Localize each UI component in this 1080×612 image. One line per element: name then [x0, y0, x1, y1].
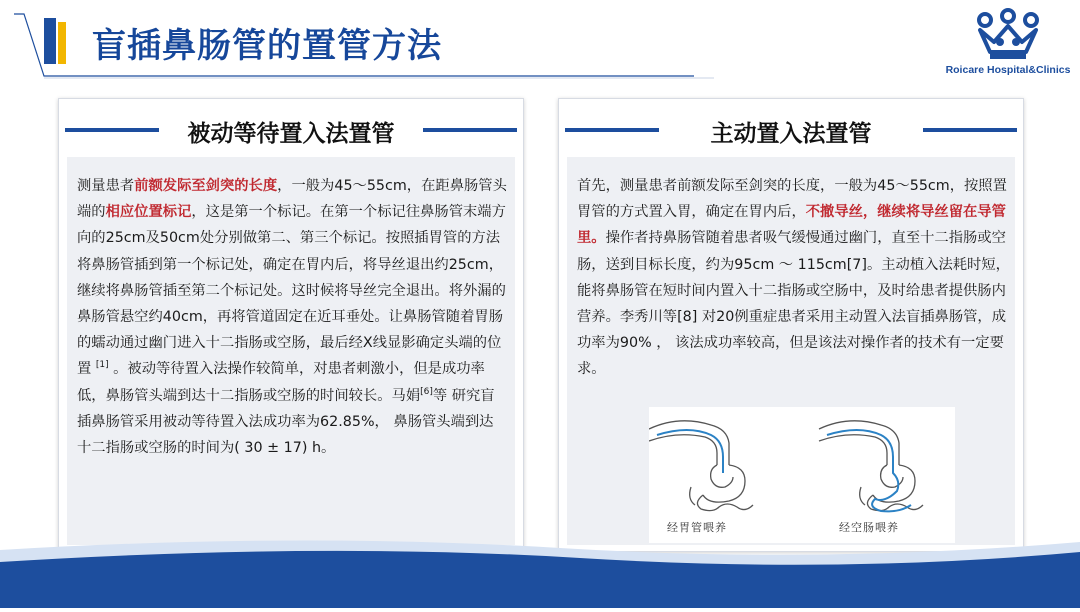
body-text: 等 研究盲插鼻肠管采用被动等待置入法成功率为62.85%， 鼻肠管头端到达十二指肠或空肠的时间为( 30 ± 17) h。	[77, 387, 495, 457]
crown-icon	[938, 8, 1078, 64]
body-text: 操作者持鼻肠管随着患者吸气缓慢通过幽门，直至十二指肠或空肠，送到目标长度，约为95cm ～ 115cm[7]。主动植入法耗时短，能将鼻肠管在短时间内置入十二指肠或空肠中，及时给患者提供肠内营养。李秀川等[8] 对20例重症患者采用主动置入法盲插鼻肠管，成功率为90% ， 该法成功率较高，但是该法对操作者的技术有一定要求。	[577, 230, 1010, 378]
caption-jejunal-feeding: 经空肠喂养	[839, 521, 899, 534]
digestive-tract-illustration	[649, 407, 955, 517]
panel-body	[67, 157, 515, 545]
active-method-text	[577, 173, 1013, 383]
caption-gastric-feeding: 经胃管喂养	[667, 521, 727, 534]
body-text: ，这是第一个标记。在第一个标记往鼻肠管末端方向的25cm及50cm处分别做第二、第三个标记。按照插胃管的方法将鼻肠管插到第一个标记处，确定在胃内后，将导丝退出约25cm，继续将鼻肠管插至第二个标记处。这时候将导丝完全退出。将外漏的鼻肠管悬空约40cm，再将管道固定在近耳垂处。让鼻肠管随着胃肠的蠕动通过幽门进入十二指肠或空肠，最后经X线显影确定头端的位置	[77, 204, 506, 378]
active-method-panel	[558, 98, 1024, 552]
passive-method-panel	[58, 98, 524, 552]
body-text: 测量患者	[77, 178, 135, 194]
body-text: ，一般为45～55cm，在距鼻肠管头端的	[77, 178, 507, 221]
panel-header	[559, 111, 1023, 147]
passive-method-text	[77, 173, 507, 461]
highlight-text: 不撤导丝，继续将导丝留在导管里。	[577, 204, 1006, 247]
citation-ref: [1]	[95, 360, 109, 371]
panel-heading: 主动置入法置管	[710, 121, 872, 147]
citation-ref: [6]	[420, 386, 433, 397]
body-text: 首先，测量患者前额发际至剑突的长度，一般为45～55cm，按照置胃管的方式置入胃，确定在胃内后，	[577, 178, 1007, 221]
logo-text: Roicare Hospital&Clinics	[945, 64, 1071, 76]
footer-wave	[0, 528, 1080, 608]
panel-body	[567, 157, 1015, 545]
title-accent-blue	[44, 18, 56, 64]
panel-header	[59, 111, 523, 147]
hospital-logo	[938, 8, 1078, 80]
panel-heading: 被动等待置入法置管	[187, 121, 395, 147]
feeding-tube-diagram	[649, 407, 955, 543]
highlight-text: 相应位置标记	[105, 204, 192, 221]
page-title: 盲插鼻肠管的置管方法	[92, 26, 442, 66]
body-text: 。被动等待置入法操作较简单，对患者刺激小，但是成功率低，鼻肠管头端到达十二指肠或空肠的时间较长。马娟	[77, 361, 485, 404]
title-accent-yellow	[58, 22, 66, 64]
footer-wave-shape	[0, 528, 1080, 608]
highlight-text: 前额发际至剑突的长度	[134, 178, 278, 194]
